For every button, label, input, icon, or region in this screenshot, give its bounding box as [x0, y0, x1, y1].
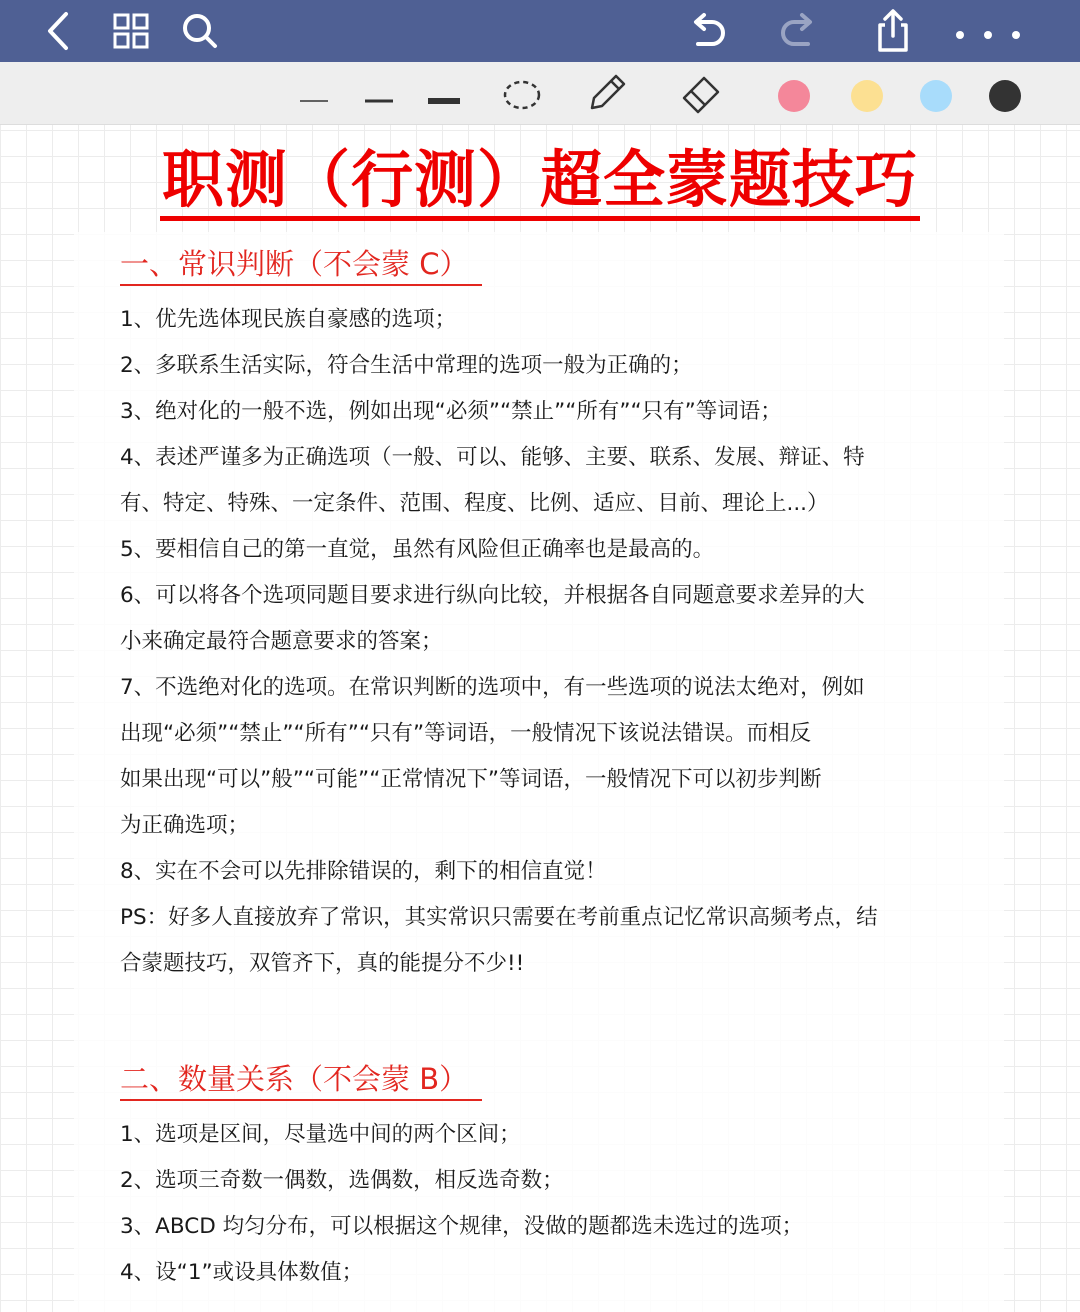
- document-title: [0, 142, 1080, 218]
- eraser-icon[interactable]: [674, 68, 730, 118]
- medium-line-icon[interactable]: [351, 68, 407, 118]
- top-nav-bar: [0, 0, 1080, 62]
- color-swatch-yellow[interactable]: [851, 80, 883, 112]
- text-line: 8、实在不会可以先排除错误的，剩下的相信直觉！: [120, 859, 607, 884]
- text-line: 1、选项是区间，尽量选中间的两个区间；: [120, 1122, 521, 1147]
- text-line: 7、不选绝对化的选项。在常识判断的选项中，有一些选项的说法太绝对，例如: [120, 675, 865, 700]
- section-body-quantity: [120, 1112, 960, 1296]
- text-line: PS：好多人直接放弃了常识，其实常识只需要在考前重点记忆常识高频考点，结: [120, 905, 878, 930]
- drawing-toolbar: [0, 62, 1080, 125]
- section-heading-quantity: 二、数量关系（不会蒙 B）: [120, 1059, 482, 1101]
- back-icon[interactable]: [36, 8, 82, 54]
- grid-icon[interactable]: [108, 8, 154, 54]
- text-line: 4、表述严谨多为正确选项（一般、可以、能够、主要、联系、发展、辩证、特: [120, 445, 865, 470]
- text-line: 2、多联系生活实际，符合生活中常理的选项一般为正确的；: [120, 353, 693, 378]
- text-line: 5、要相信自己的第一直觉，虽然有风险但正确率也是最高的。: [120, 537, 715, 562]
- color-swatch-pink[interactable]: [778, 80, 810, 112]
- text-line: 3、ABCD 均匀分布，可以根据这个规律，没做的题都选未选过的选项；: [120, 1214, 804, 1239]
- text-line: 1、优先选体现民族自豪感的选项；: [120, 307, 457, 332]
- more-icon[interactable]: [952, 8, 1028, 54]
- thick-line-icon[interactable]: [416, 68, 472, 118]
- redo-icon[interactable]: [776, 8, 822, 54]
- color-swatch-blue[interactable]: [920, 80, 952, 112]
- text-line: 为正确选项；: [120, 813, 250, 838]
- share-icon[interactable]: [870, 8, 916, 54]
- search-icon[interactable]: [176, 8, 222, 54]
- document-title-text: 职测（行测）超全蒙题技巧: [160, 143, 920, 221]
- text-line: 如果出现“可以”般”“可能”“正常情况下”等词语，一般情况下可以初步判断: [120, 767, 822, 792]
- undo-icon[interactable]: [684, 8, 730, 54]
- text-line: 出现“必须”“禁止”“所有”“只有”等词语，一般情况下该说法错误。而相反: [120, 721, 812, 746]
- text-line: 4、设“1”或设具体数值；: [120, 1260, 364, 1285]
- section-body-common-sense: [120, 297, 960, 987]
- text-line: 小来确定最符合题意要求的答案；: [120, 629, 443, 654]
- pencil-icon[interactable]: [578, 68, 634, 118]
- text-line: 3、绝对化的一般不选，例如出现“必须”“禁止”“所有”“只有”等词语；: [120, 399, 782, 424]
- section-heading-common-sense: 一、常识判断（不会蒙 C）: [120, 244, 482, 286]
- lasso-icon[interactable]: [494, 68, 550, 118]
- text-line: 6、可以将各个选项同题目要求进行纵向比较，并根据各自同题意要求差异的大: [120, 583, 865, 608]
- text-line: 有、特定、特殊、一定条件、范围、程度、比例、适应、目前、理论上...）: [120, 491, 829, 516]
- text-line: 2、选项三奇数一偶数，选偶数，相反选奇数；: [120, 1168, 564, 1193]
- thin-line-icon[interactable]: [286, 68, 342, 118]
- color-swatch-black[interactable]: [989, 80, 1021, 112]
- text-line: 合蒙题技巧，双管齐下，真的能提分不少!!: [120, 951, 525, 976]
